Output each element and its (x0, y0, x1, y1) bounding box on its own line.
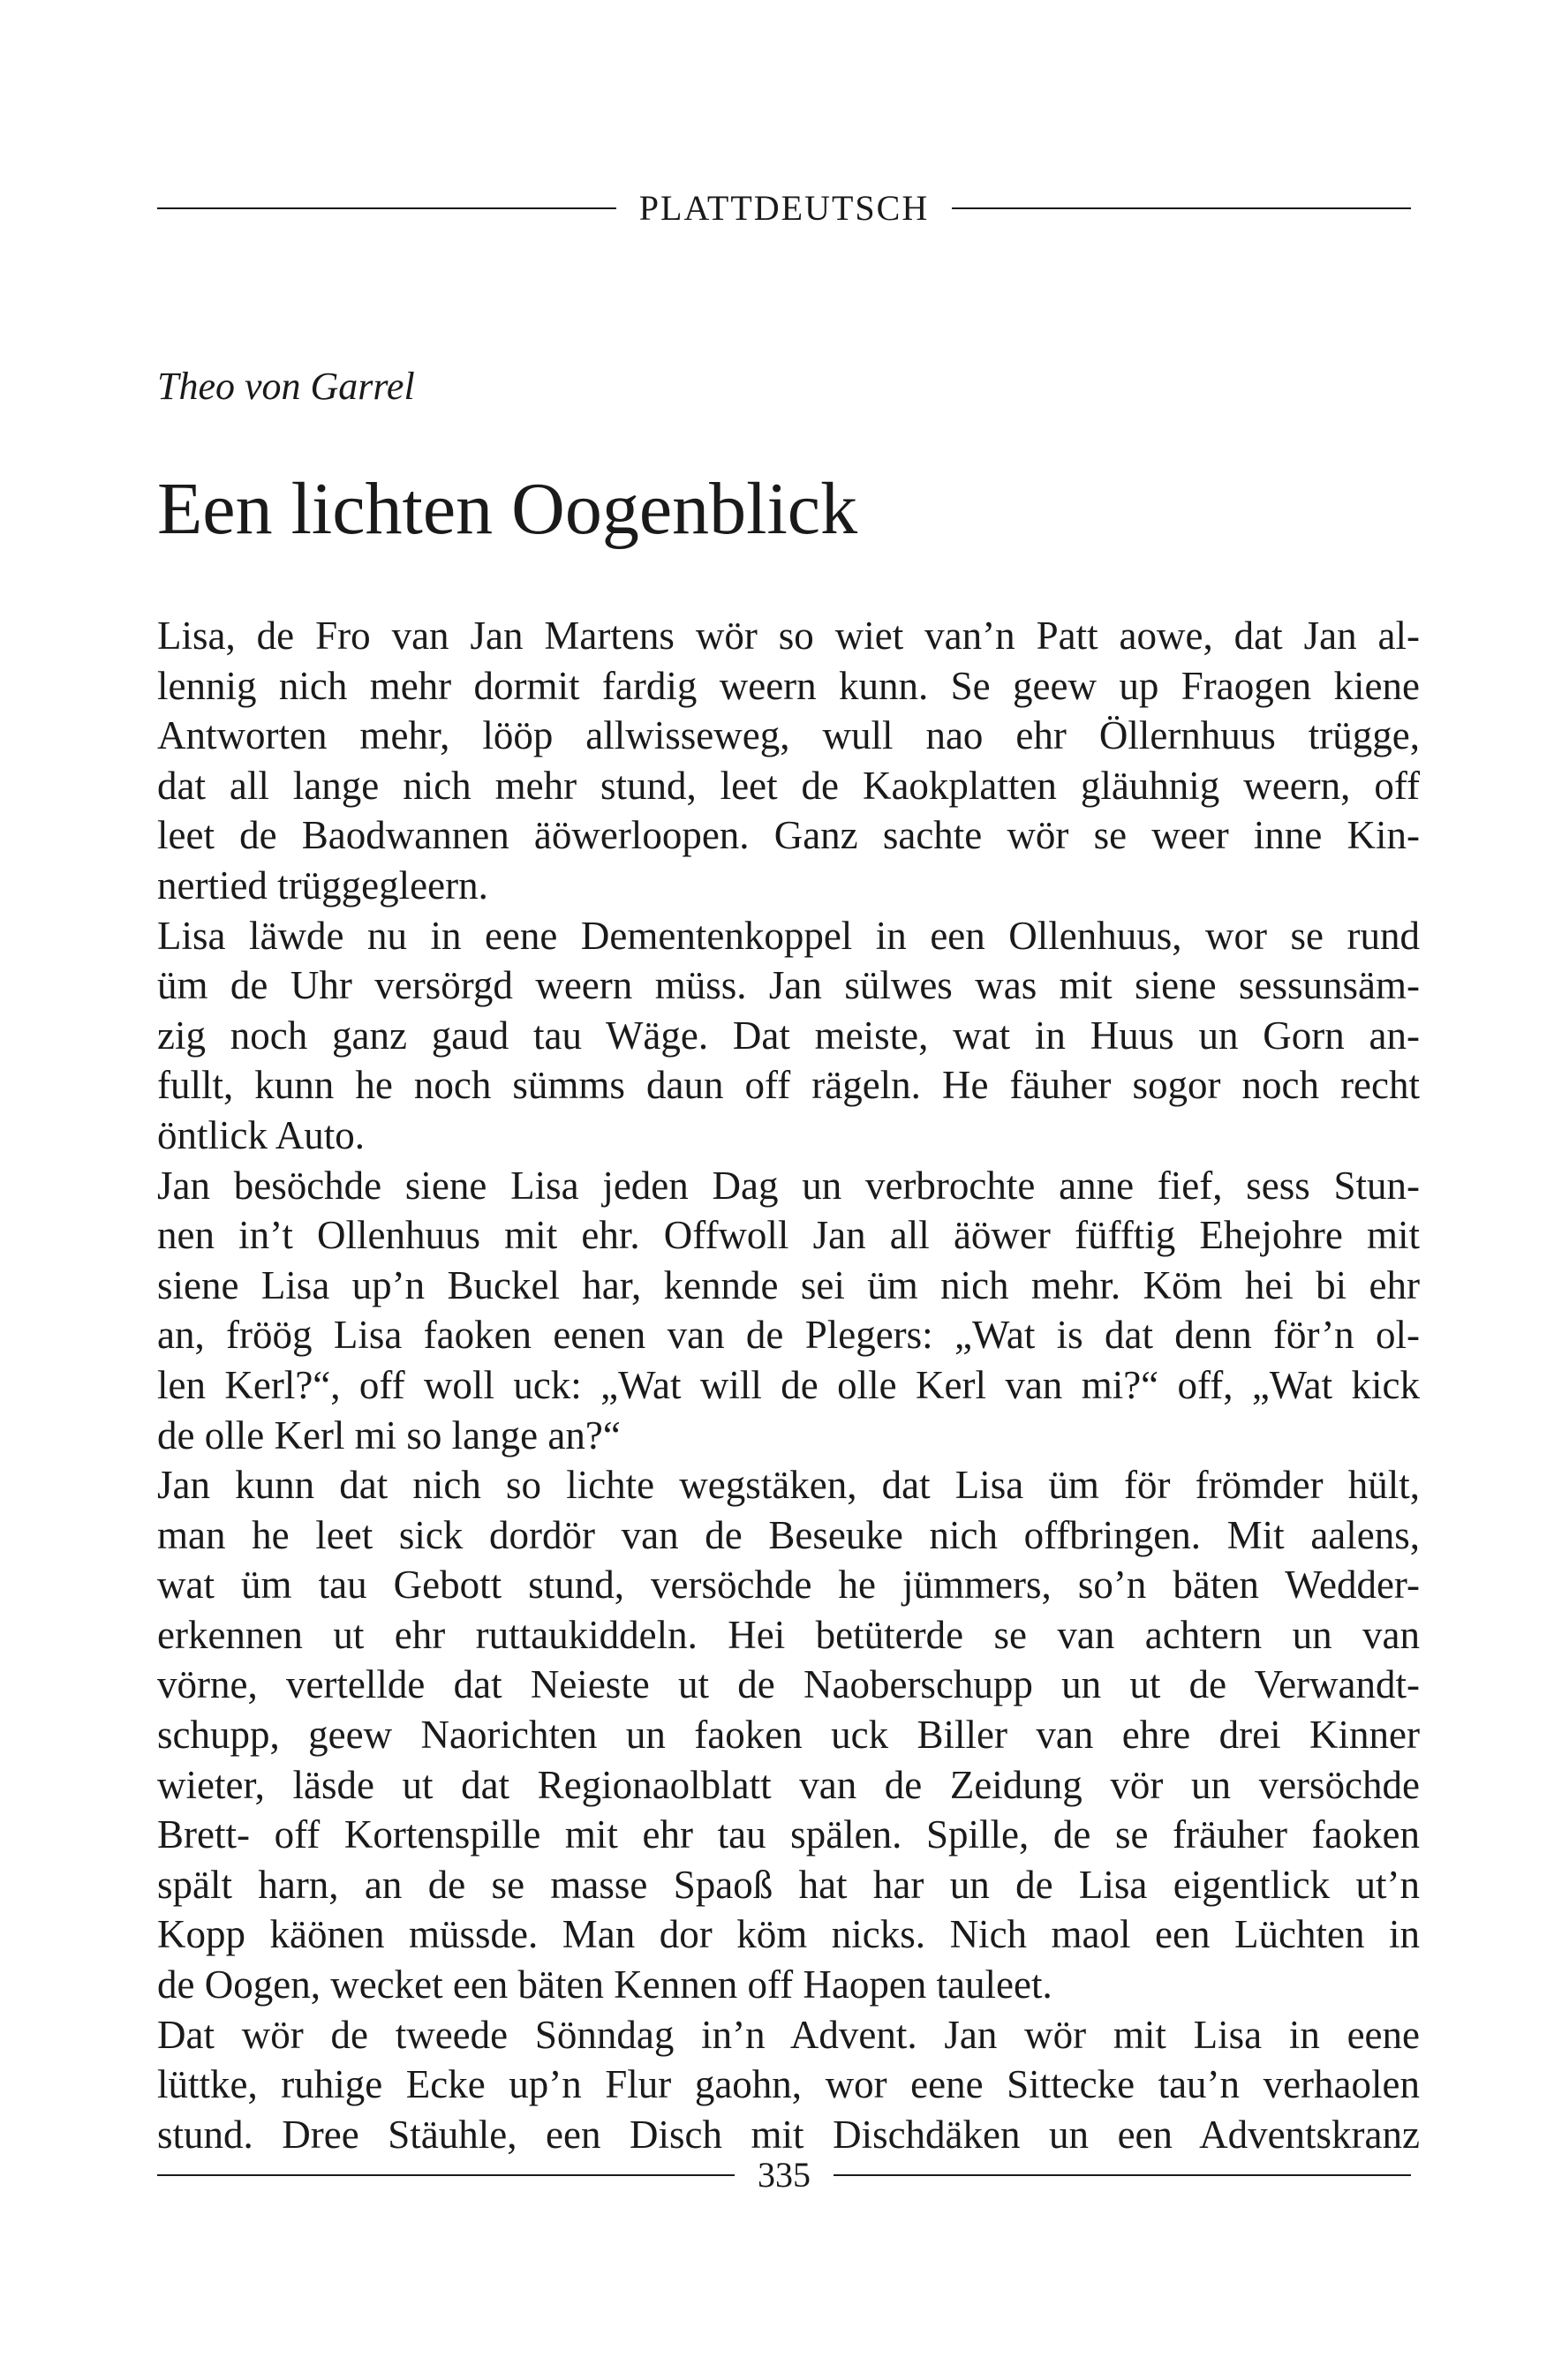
text-line: Lisa, de Fro van Jan Martens wör so wiet van’n Patt aowe, dat Jan al- (157, 614, 1420, 658)
header-rule-right (952, 207, 1411, 209)
page-footer (157, 2154, 1411, 2195)
text-line: an, fröög Lisa faoken eenen van de Plegers: „Wat is dat denn för’n ol- (157, 1313, 1420, 1358)
text-line: vörne, vertellde dat Neieste ut de Naoberschupp un ut de Verwandt- (157, 1662, 1420, 1707)
text-line: Lisa läwde nu in eene Dementenkoppel in een Ollenhuus, wor se rund (157, 913, 1420, 958)
header-rule-left (157, 207, 616, 209)
page-number: 335 (758, 2155, 811, 2195)
text-line: wat üm tau Gebott stund, versöchde he jümmers, so’n bäten Wedder- (157, 1563, 1420, 1608)
text-line: len Kerl?“, off woll uck: „Wat will de olle Kerl van mi?“ off, „Wat kick (157, 1362, 1420, 1407)
text-line: nertied trüggegleern. (157, 862, 488, 908)
text-line: schupp, geew Naorichten un faoken uck Biller van ehre drei Kinner (157, 1713, 1420, 1758)
text-line: nen in’t Ollenhuus mit ehr. Offwoll Jan all äöwer füfftig Ehejohre mit (157, 1213, 1420, 1258)
text-line: spält harn, an de se masse Spaoß hat har un de Lisa eigentlick ut’n (157, 1862, 1420, 1907)
text-line: Brett- off Kortenspille mit ehr tau spälen. Spille, de se fräuher faoken (157, 1812, 1420, 1857)
text-line: lennig nich mehr dormit fardig weern kunn. Se geew up Fraogen kiene (157, 663, 1420, 708)
text-line: stund. Dree Stäuhle, een Disch mit Dischdäken un een Adventskranz (157, 2112, 1420, 2157)
text-line: leet de Baodwannen äöwerloopen. Ganz sachte wör se weer inne Kin- (157, 813, 1420, 858)
text-line: dat all lange nich mehr stund, leet de Kaokplatten gläuhnig weern, off (157, 763, 1420, 808)
body-text (157, 611, 1420, 2159)
running-header (157, 187, 1411, 229)
footer-rule-right (834, 2174, 1411, 2176)
text-line: Antworten mehr, lööp allwisseweg, wull nao ehr Öllernhuus trügge, (157, 713, 1420, 758)
section-label: PLATTDEUTSCH (638, 188, 930, 228)
text-line: zig noch ganz gaud tau Wäge. Dat meiste, wat in Huus un Gorn an- (157, 1013, 1420, 1058)
text-line: üm de Uhr versörgd weern müss. Jan sülwes was mit siene sessunsäm- (157, 963, 1420, 1008)
text-line: wieter, läsde ut dat Regionaolblatt van de Zeidung vör un versöchde (157, 1762, 1420, 1807)
text-line: fullt, kunn he noch sümms daun off rägeln. He fäuher sogor noch recht (157, 1063, 1420, 1108)
text-line: Jan kunn dat nich so lichte wegstäken, dat Lisa üm för frömder hült, (157, 1463, 1420, 1508)
text-line: siene Lisa up’n Buckel har, kennde sei üm nich mehr. Köm hei bi ehr (157, 1262, 1420, 1307)
story-title: Een lichten Oogenblick (157, 468, 858, 550)
text-line: lüttke, ruhige Ecke up’n Flur gaohn, wor eene Sittecke tau’n verhaolen (157, 2062, 1420, 2107)
text-line: öntlick Auto. (157, 1112, 365, 1157)
text-line: Dat wör de tweede Sönndag in’n Advent. Jan wör mit Lisa in eene (157, 2012, 1420, 2057)
text-line: de Oogen, wecket een bäten Kennen off Haopen tauleet. (157, 1962, 1052, 2007)
text-line: Jan besöchde siene Lisa jeden Dag un verbrochte anne fief, sess Stun- (157, 1163, 1420, 1208)
text-line: Kopp käönen müssde. Man dor köm nicks. Nich maol een Lüchten in (157, 1912, 1420, 1957)
text-line: erkennen ut ehr ruttaukiddeln. Hei betüterde se van achtern un van (157, 1612, 1420, 1657)
text-line: man he leet sick dordör van de Beseuke nich offbringen. Mit aalens, (157, 1512, 1420, 1557)
author-name: Theo von Garrel (157, 365, 415, 408)
text-line: de olle Kerl mi so lange an?“ (157, 1412, 621, 1457)
footer-rule-left (157, 2174, 735, 2176)
